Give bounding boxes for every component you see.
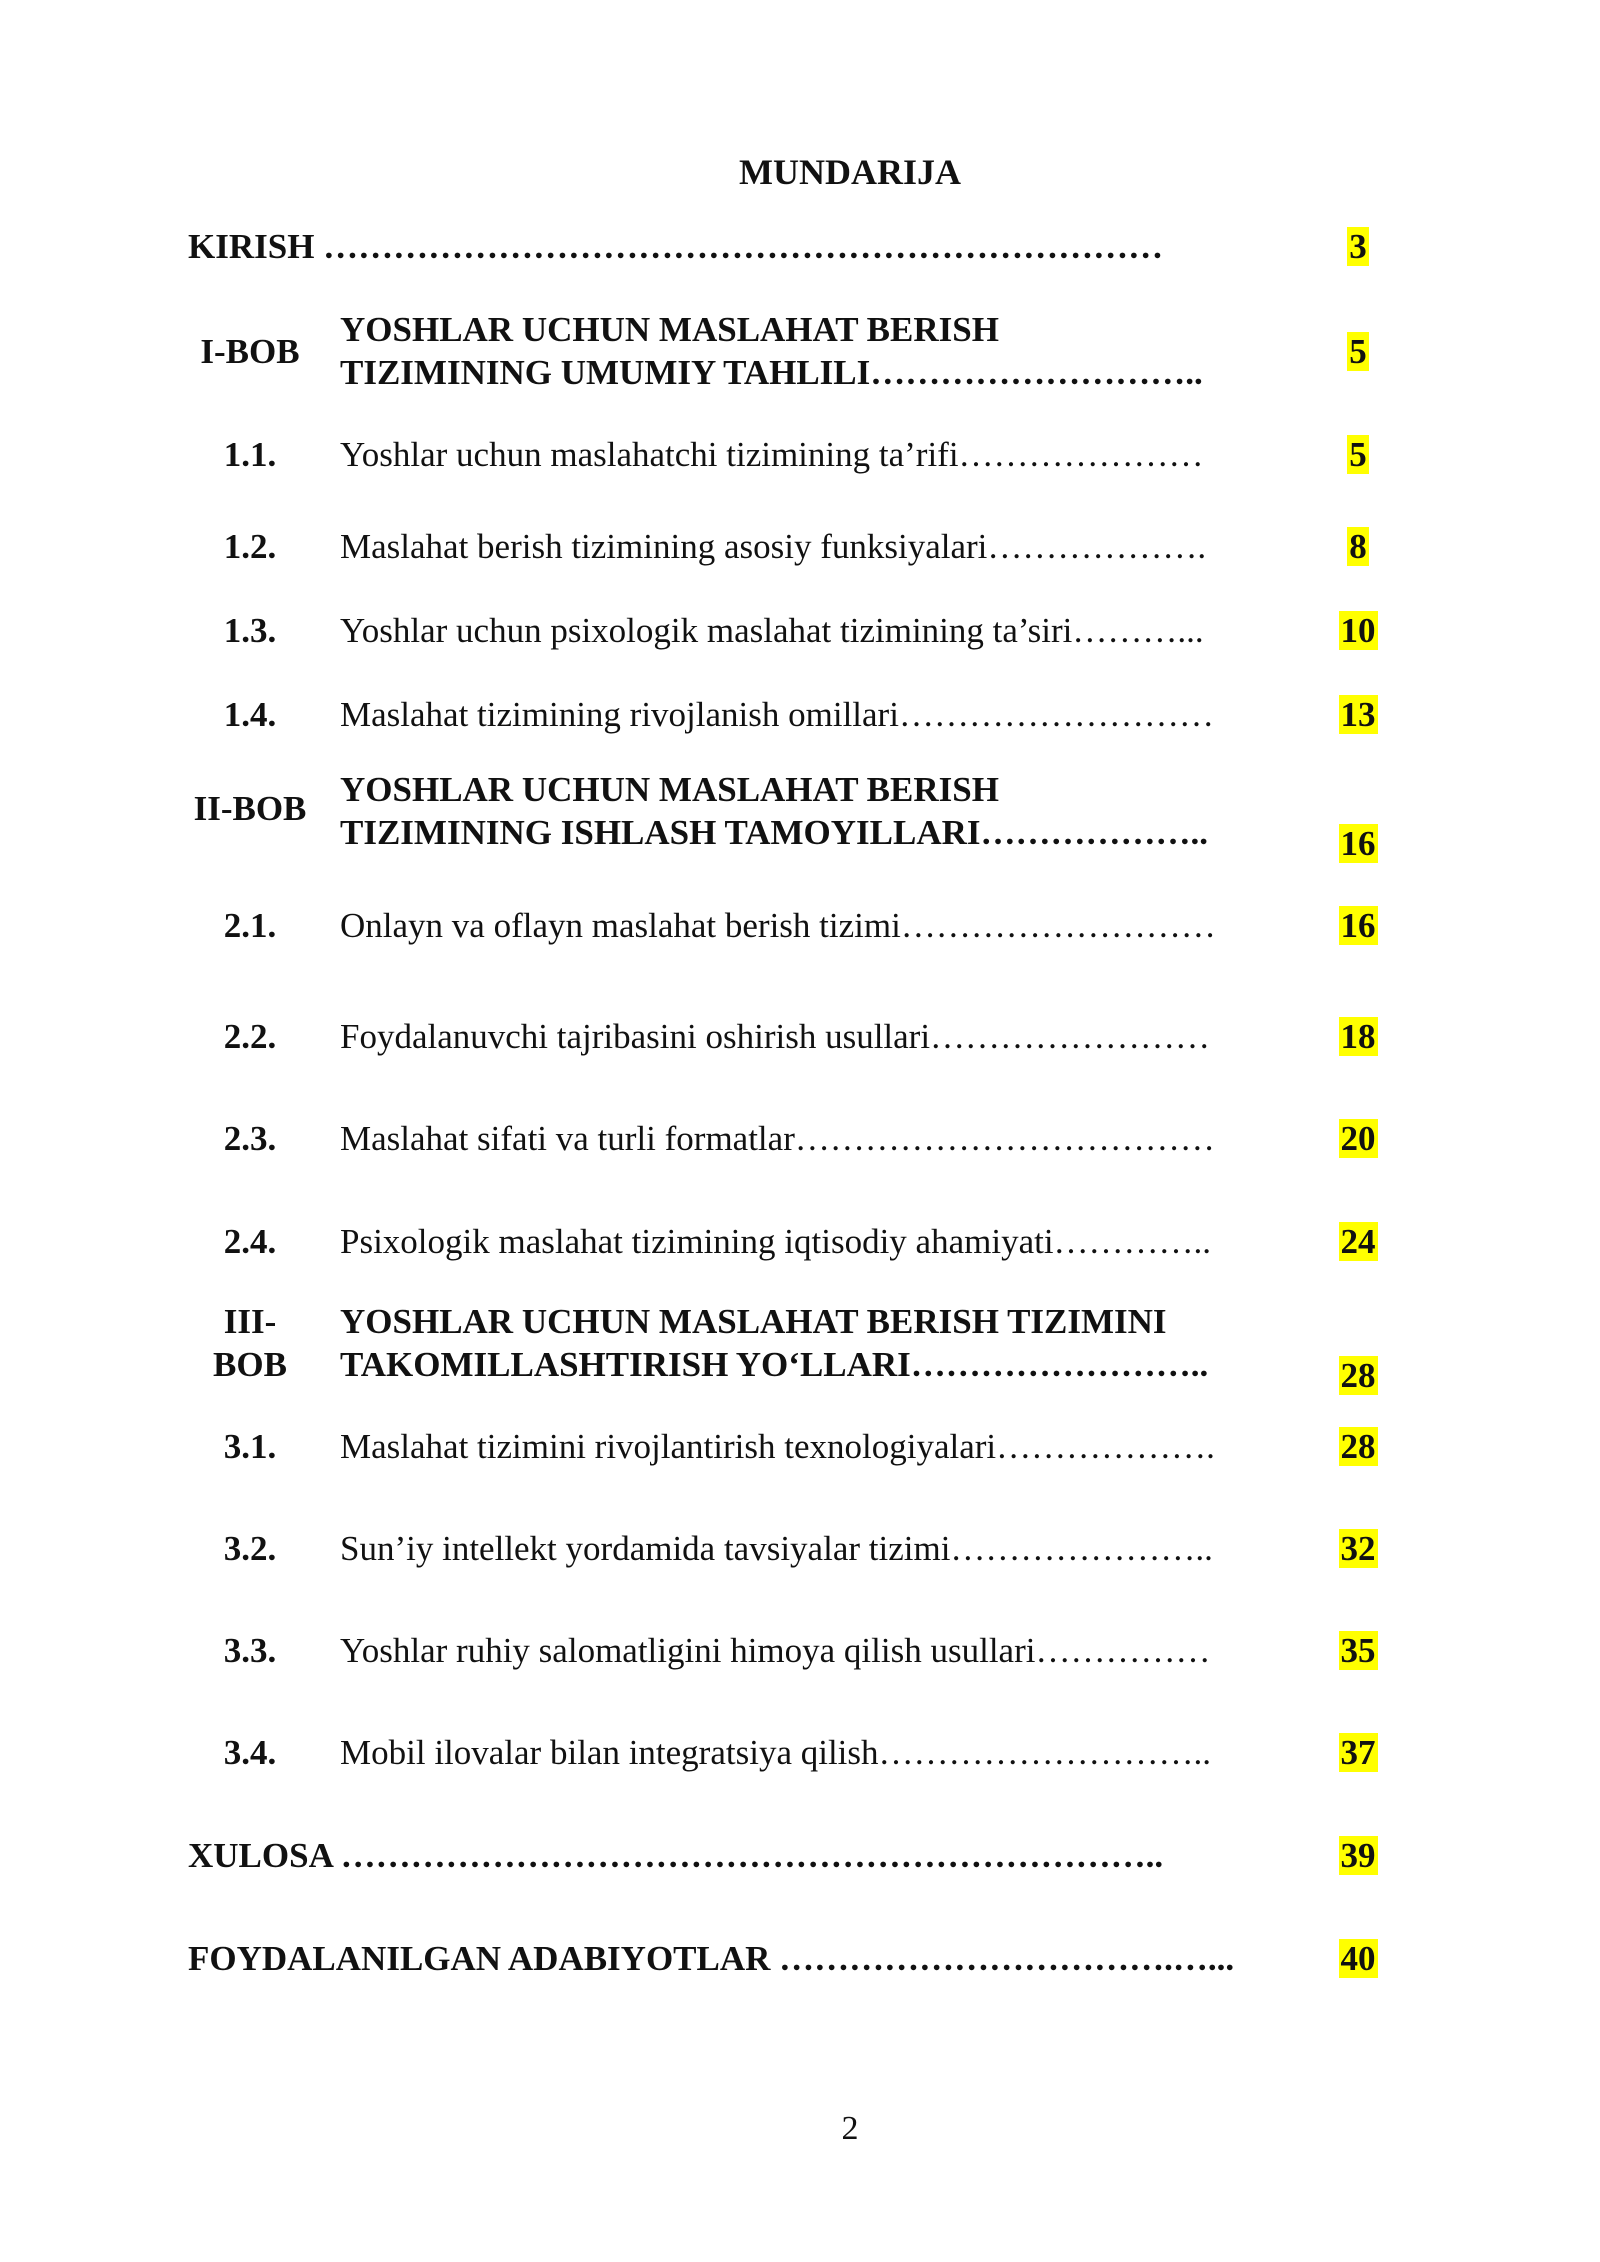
toc-page-number: 39	[1340, 1836, 1376, 1875]
toc-page-number: 5	[1349, 435, 1367, 474]
toc-section-number: 3.2.	[223, 1529, 277, 1568]
toc-section-number: 1.1.	[223, 435, 277, 474]
toc-page-number: 5	[1349, 332, 1367, 371]
toc-section-title: Psixologik maslahat tizimining iqtisodiy ahamiyati…………..	[340, 1222, 1212, 1261]
toc-section-title: Maslahat berish tizimining asosiy funksiyalari……………….	[340, 527, 1207, 566]
toc-page-number: 8	[1349, 527, 1367, 566]
toc-section-title: Mobil ilovalar bilan integratsiya qilish………………………..	[340, 1733, 1212, 1772]
toc-chapter-number-line1: III-	[223, 1302, 277, 1341]
page-number-footer: 2	[841, 2110, 859, 2147]
toc-page-number: 16	[1340, 824, 1376, 863]
toc-section-title: Foydalanuvchi tajribasini oshirish usullari……………………	[340, 1017, 1211, 1056]
page-title: MUNDARIJA	[739, 152, 961, 192]
toc-page-number: 16	[1340, 906, 1376, 945]
toc-page-number: 13	[1340, 695, 1376, 734]
toc-page-number: 18	[1340, 1017, 1376, 1056]
toc-chapter-title-line1: YOSHLAR UCHUN MASLAHAT BERISH TIZIMINI	[340, 1302, 1167, 1341]
toc-chapter-title-line1: YOSHLAR UCHUN MASLAHAT BERISH	[340, 310, 999, 349]
toc-chapter-number: I-BOB	[200, 332, 300, 371]
toc-section-title: Onlayn va oflayn maslahat berish tizimi………………………	[340, 906, 1216, 945]
toc-page-number: 24	[1340, 1222, 1376, 1261]
toc-section-title: Maslahat tizimining rivojlanish omillari………………………	[340, 695, 1214, 734]
toc-section-number: 3.3.	[223, 1631, 277, 1670]
toc-section-number: 2.2.	[223, 1017, 277, 1056]
toc-chapter-title-line2: TIZIMINING ISHLASH TAMOYILLARI………………..	[340, 813, 1209, 852]
toc-entry-text: KIRISH ………………………………………………………………	[188, 227, 1164, 266]
toc-chapter-number: II-BOB	[193, 789, 307, 828]
toc-section-number: 3.1.	[223, 1427, 277, 1466]
toc-page-number: 20	[1340, 1119, 1376, 1158]
toc-section-number: 2.4.	[223, 1222, 277, 1261]
toc-section-title: Maslahat tizimini rivojlantirish texnologiyalari……………….	[340, 1427, 1215, 1466]
toc-chapter-title-line2: TAKOMILLASHTIRISH YO‘LLARI……………………..	[340, 1345, 1209, 1384]
toc-section-number: 2.3.	[223, 1119, 277, 1158]
toc-page-number: 10	[1340, 611, 1376, 650]
toc-page-number: 28	[1340, 1356, 1376, 1395]
toc-page-number: 37	[1340, 1733, 1376, 1772]
toc-page-number: 40	[1340, 1939, 1376, 1978]
toc-section-number: 1.4.	[223, 695, 277, 734]
toc-section-title: Sun’iy intellekt yordamida tavsiyalar tizimi…………………..	[340, 1529, 1213, 1568]
toc-section-title: Yoshlar uchun psixologik maslahat tizimining ta’siri………...	[340, 611, 1204, 650]
toc-section-title: Yoshlar uchun maslahatchi tizimining ta’rifi…………………	[340, 435, 1204, 474]
toc-section-title: Maslahat sifati va turli formatlar………………………………	[340, 1119, 1215, 1158]
toc-page-number: 32	[1340, 1529, 1376, 1568]
toc-page-number: 35	[1340, 1631, 1376, 1670]
toc-chapter-number-line2: BOB	[213, 1345, 287, 1384]
toc-section-number: 3.4.	[223, 1733, 277, 1772]
toc-section-number: 1.2.	[223, 527, 277, 566]
toc-entry-text: FOYDALANILGAN ADABIYOTLAR …………………………….…...	[188, 1939, 1235, 1978]
toc-section-title: Yoshlar ruhiy salomatligini himoya qilish usullari……………	[340, 1631, 1211, 1670]
toc-page-number: 3	[1349, 227, 1367, 266]
toc-entry-text: XULOSA ……………………………………………………………..	[188, 1836, 1164, 1875]
toc-chapter-title-line1: YOSHLAR UCHUN MASLAHAT BERISH	[340, 770, 999, 809]
toc-section-number: 1.3.	[223, 611, 277, 650]
toc-chapter-title-line2: TIZIMINING UMUMIY TAHLILI………………………..	[340, 353, 1203, 392]
toc-section-number: 2.1.	[223, 906, 277, 945]
toc-page-number: 28	[1340, 1427, 1376, 1466]
